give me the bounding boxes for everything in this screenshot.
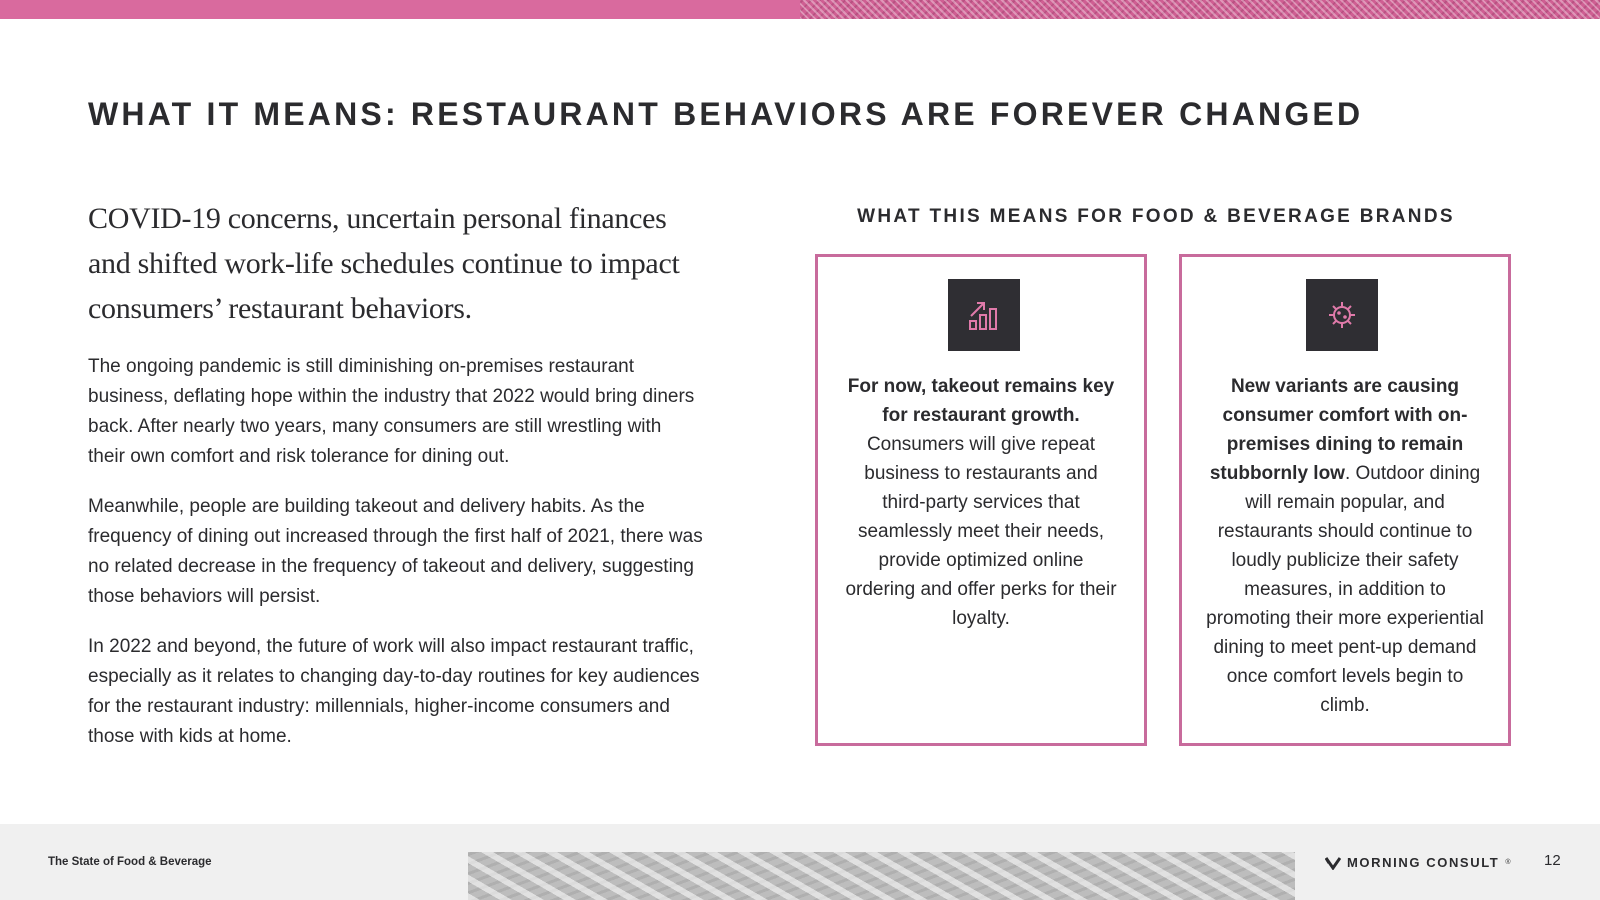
registered-mark: ®	[1505, 859, 1511, 866]
variants-card-text	[1206, 372, 1484, 720]
slide-title: WHAT IT MEANS: RESTAURANT BEHAVIORS ARE FOREVER CHANGED	[88, 96, 1364, 132]
takeout-card	[815, 254, 1147, 746]
top-accent-pattern	[800, 0, 1600, 19]
body-paragraph-1: The ongoing pandemic is still diminishing on-premises restaurant business, deflating hope within the industry that 2022 would bring diners back. After nearly two years, many consumers are still wrestling with their own comfort and risk tolerance for dining out.	[88, 356, 695, 467]
lead-statement: COVID-19 concerns, uncertain personal finances and shifted work-life schedules continue to impact consumers’ restaurant behaviors.	[88, 202, 680, 325]
brands-section-heading: WHAT THIS MEANS FOR FOOD & BEVERAGE BRANDS	[857, 206, 1455, 227]
footer	[0, 824, 1600, 900]
brand-name: MORNING CONSULT	[1347, 855, 1500, 870]
morning-consult-logo-icon	[1325, 856, 1341, 870]
takeout-card-headline: For now, takeout remains key for restaurant growth.	[847, 376, 1115, 426]
body-paragraph-2: Meanwhile, people are building takeout and delivery habits. As the frequency of dining out increased through the first half of 2021, there was no related decrease in the frequency of takeout and delivery, suggesting those behaviors will persist.	[88, 496, 703, 607]
variants-card	[1179, 254, 1511, 746]
footer-pattern	[468, 852, 1295, 900]
variants-card-headline: New variants are causing consumer comfort with on-premises dining to remain stubbornly low	[1209, 376, 1468, 484]
takeout-card-body: Consumers will give repeat business to restaurants and third-party services that seamlessly meet their needs, provide optimized online ordering and offer perks for their loyalty.	[845, 434, 1117, 629]
page-number: 12	[1544, 852, 1561, 869]
takeout-card-text	[842, 372, 1120, 633]
growth-chart-icon	[948, 279, 1020, 351]
variants-card-body: . Outdoor dining will remain popular, and restaurants should continue to loudly publicize their safety measures, in addition to promoting their more experiential dining to meet pent-up demand once comfort levels begin to climb.	[1206, 463, 1484, 716]
brand-logo	[1325, 855, 1510, 870]
report-name: The State of Food & Beverage	[48, 856, 212, 868]
virus-icon	[1306, 279, 1378, 351]
body-paragraph-3: In 2022 and beyond, the future of work will also impact restaurant traffic, especially as it relates to changing day-to-day routines for key audiences for the restaurant industry: millennials, higher-income consumers and those with kids at home.	[88, 636, 700, 747]
